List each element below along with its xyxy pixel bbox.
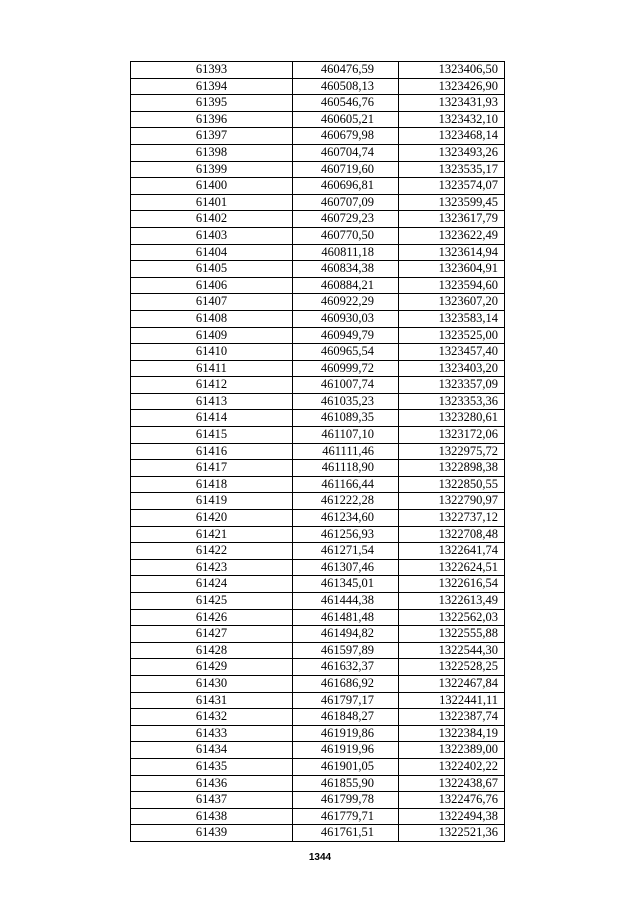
y-coordinate-cell: 1322402,22: [399, 758, 505, 775]
y-coordinate-cell: 1323468,14: [399, 128, 505, 145]
y-coordinate-cell: 1322438,67: [399, 775, 505, 792]
y-coordinate-cell: 1323535,17: [399, 161, 505, 178]
table-row: [131, 543, 505, 560]
y-coordinate-cell: 1322737,12: [399, 510, 505, 527]
x-coordinate-cell: 461307,46: [293, 559, 399, 576]
y-coordinate-cell: 1323280,61: [399, 410, 505, 427]
point-number-cell: 61393: [131, 62, 293, 79]
table-row: [131, 344, 505, 361]
point-number-cell: 61399: [131, 161, 293, 178]
y-coordinate-cell: 1323599,45: [399, 194, 505, 211]
y-coordinate-cell: 1323574,07: [399, 178, 505, 195]
x-coordinate-cell: 461166,44: [293, 476, 399, 493]
x-coordinate-cell: 461256,93: [293, 526, 399, 543]
point-number-cell: 61419: [131, 493, 293, 510]
x-coordinate-cell: 461901,05: [293, 758, 399, 775]
table-row: [131, 808, 505, 825]
x-coordinate-cell: 460605,21: [293, 111, 399, 128]
point-number-cell: 61416: [131, 443, 293, 460]
y-coordinate-cell: 1323493,26: [399, 144, 505, 161]
x-coordinate-cell: 461855,90: [293, 775, 399, 792]
x-coordinate-cell: 461089,35: [293, 410, 399, 427]
y-coordinate-cell: 1323622,49: [399, 227, 505, 244]
y-coordinate-cell: 1322555,88: [399, 626, 505, 643]
x-coordinate-cell: 461797,17: [293, 692, 399, 709]
table-row: [131, 825, 505, 842]
x-coordinate-cell: 460884,21: [293, 277, 399, 294]
table-row: [131, 709, 505, 726]
x-coordinate-cell: 460696,81: [293, 178, 399, 195]
point-number-cell: 61433: [131, 725, 293, 742]
x-coordinate-cell: 460546,76: [293, 95, 399, 112]
point-number-cell: 61425: [131, 593, 293, 610]
table-row: [131, 792, 505, 809]
point-number-cell: 61414: [131, 410, 293, 427]
point-number-cell: 61394: [131, 78, 293, 95]
x-coordinate-cell: 460922,29: [293, 294, 399, 311]
x-coordinate-cell: 461234,60: [293, 510, 399, 527]
y-coordinate-cell: 1322528,25: [399, 659, 505, 676]
y-coordinate-cell: 1322616,54: [399, 576, 505, 593]
table-row: [131, 626, 505, 643]
table-row: [131, 559, 505, 576]
table-row: [131, 758, 505, 775]
x-coordinate-cell: 460834,38: [293, 261, 399, 278]
x-coordinate-cell: 461118,90: [293, 460, 399, 477]
point-number-cell: 61407: [131, 294, 293, 311]
point-number-cell: 61424: [131, 576, 293, 593]
y-coordinate-cell: 1323594,60: [399, 277, 505, 294]
x-coordinate-cell: 460704,74: [293, 144, 399, 161]
x-coordinate-cell: 460508,13: [293, 78, 399, 95]
x-coordinate-cell: 460729,23: [293, 211, 399, 228]
point-number-cell: 61409: [131, 327, 293, 344]
table-row: [131, 593, 505, 610]
table-row: [131, 460, 505, 477]
table-row: [131, 377, 505, 394]
point-number-cell: 61436: [131, 775, 293, 792]
table-row: [131, 742, 505, 759]
table-row: [131, 775, 505, 792]
point-number-cell: 61431: [131, 692, 293, 709]
y-coordinate-cell: 1322975,72: [399, 443, 505, 460]
point-number-cell: 61404: [131, 244, 293, 261]
point-number-cell: 61410: [131, 344, 293, 361]
y-coordinate-cell: 1323353,36: [399, 393, 505, 410]
y-coordinate-cell: 1323432,10: [399, 111, 505, 128]
point-number-cell: 61406: [131, 277, 293, 294]
point-number-cell: 61429: [131, 659, 293, 676]
point-number-cell: 61434: [131, 742, 293, 759]
x-coordinate-cell: 461848,27: [293, 709, 399, 726]
table-row: [131, 327, 505, 344]
table-row: [131, 95, 505, 112]
table-row: [131, 310, 505, 327]
point-number-cell: 61400: [131, 178, 293, 195]
y-coordinate-cell: 1322384,19: [399, 725, 505, 742]
coordinates-table: [130, 61, 505, 842]
table-row: [131, 427, 505, 444]
table-row: [131, 510, 505, 527]
table-row: [131, 443, 505, 460]
y-coordinate-cell: 1323583,14: [399, 310, 505, 327]
page-number: 1344: [308, 852, 332, 863]
table-row: [131, 144, 505, 161]
y-coordinate-cell: 1322544,30: [399, 642, 505, 659]
table-row: [131, 194, 505, 211]
x-coordinate-cell: 460811,18: [293, 244, 399, 261]
y-coordinate-cell: 1322521,36: [399, 825, 505, 842]
y-coordinate-cell: 1322467,84: [399, 675, 505, 692]
point-number-cell: 61428: [131, 642, 293, 659]
y-coordinate-cell: 1322708,48: [399, 526, 505, 543]
y-coordinate-cell: 1323525,00: [399, 327, 505, 344]
y-coordinate-cell: 1322389,00: [399, 742, 505, 759]
x-coordinate-cell: 460999,72: [293, 360, 399, 377]
x-coordinate-cell: 461444,38: [293, 593, 399, 610]
x-coordinate-cell: 461799,78: [293, 792, 399, 809]
x-coordinate-cell: 461007,74: [293, 377, 399, 394]
table-row: [131, 360, 505, 377]
point-number-cell: 61427: [131, 626, 293, 643]
x-coordinate-cell: 461919,96: [293, 742, 399, 759]
point-number-cell: 61439: [131, 825, 293, 842]
table-row: [131, 725, 505, 742]
x-coordinate-cell: 461222,28: [293, 493, 399, 510]
y-coordinate-cell: 1323617,79: [399, 211, 505, 228]
x-coordinate-cell: 461686,92: [293, 675, 399, 692]
point-number-cell: 61438: [131, 808, 293, 825]
point-number-cell: 61426: [131, 609, 293, 626]
table-row: [131, 111, 505, 128]
table-row: [131, 675, 505, 692]
y-coordinate-cell: 1323457,40: [399, 344, 505, 361]
table-row: [131, 609, 505, 626]
y-coordinate-cell: 1323431,93: [399, 95, 505, 112]
point-number-cell: 61415: [131, 427, 293, 444]
x-coordinate-cell: 461107,10: [293, 427, 399, 444]
x-coordinate-cell: 461111,46: [293, 443, 399, 460]
x-coordinate-cell: 461761,51: [293, 825, 399, 842]
table-row: [131, 78, 505, 95]
x-coordinate-cell: 461632,37: [293, 659, 399, 676]
x-coordinate-cell: 460965,54: [293, 344, 399, 361]
point-number-cell: 61402: [131, 211, 293, 228]
point-number-cell: 61432: [131, 709, 293, 726]
table-row: [131, 244, 505, 261]
point-number-cell: 61405: [131, 261, 293, 278]
table-row: [131, 659, 505, 676]
x-coordinate-cell: 461481,48: [293, 609, 399, 626]
point-number-cell: 61418: [131, 476, 293, 493]
x-coordinate-cell: 461597,89: [293, 642, 399, 659]
x-coordinate-cell: 461035,23: [293, 393, 399, 410]
y-coordinate-cell: 1322624,51: [399, 559, 505, 576]
point-number-cell: 61398: [131, 144, 293, 161]
table-row: [131, 128, 505, 145]
point-number-cell: 61423: [131, 559, 293, 576]
x-coordinate-cell: 460770,50: [293, 227, 399, 244]
x-coordinate-cell: 460719,60: [293, 161, 399, 178]
table-row: [131, 692, 505, 709]
y-coordinate-cell: 1322898,38: [399, 460, 505, 477]
table-row: [131, 261, 505, 278]
table-row: [131, 211, 505, 228]
point-number-cell: 61422: [131, 543, 293, 560]
y-coordinate-cell: 1322494,38: [399, 808, 505, 825]
table-row: [131, 227, 505, 244]
y-coordinate-cell: 1322387,74: [399, 709, 505, 726]
table-row: [131, 294, 505, 311]
x-coordinate-cell: 460476,59: [293, 62, 399, 79]
y-coordinate-cell: 1323172,06: [399, 427, 505, 444]
y-coordinate-cell: 1322613,49: [399, 593, 505, 610]
x-coordinate-cell: 461779,71: [293, 808, 399, 825]
y-coordinate-cell: 1323604,91: [399, 261, 505, 278]
table-row: [131, 161, 505, 178]
table-row: [131, 178, 505, 195]
point-number-cell: 61395: [131, 95, 293, 112]
point-number-cell: 61412: [131, 377, 293, 394]
table-row: [131, 526, 505, 543]
coordinates-table-body: [131, 62, 505, 842]
y-coordinate-cell: 1322790,97: [399, 493, 505, 510]
point-number-cell: 61411: [131, 360, 293, 377]
table-row: [131, 576, 505, 593]
point-number-cell: 61420: [131, 510, 293, 527]
y-coordinate-cell: 1322562,03: [399, 609, 505, 626]
x-coordinate-cell: 460679,98: [293, 128, 399, 145]
y-coordinate-cell: 1323607,20: [399, 294, 505, 311]
x-coordinate-cell: 460930,03: [293, 310, 399, 327]
y-coordinate-cell: 1322641,74: [399, 543, 505, 560]
point-number-cell: 61430: [131, 675, 293, 692]
y-coordinate-cell: 1323357,09: [399, 377, 505, 394]
y-coordinate-cell: 1323426,90: [399, 78, 505, 95]
point-number-cell: 61408: [131, 310, 293, 327]
point-number-cell: 61396: [131, 111, 293, 128]
table-row: [131, 393, 505, 410]
x-coordinate-cell: 460707,09: [293, 194, 399, 211]
y-coordinate-cell: 1322850,55: [399, 476, 505, 493]
y-coordinate-cell: 1323403,20: [399, 360, 505, 377]
x-coordinate-cell: 461271,54: [293, 543, 399, 560]
x-coordinate-cell: 460949,79: [293, 327, 399, 344]
point-number-cell: 61397: [131, 128, 293, 145]
table-row: [131, 642, 505, 659]
table-row: [131, 62, 505, 79]
x-coordinate-cell: 461919,86: [293, 725, 399, 742]
y-coordinate-cell: 1322441,11: [399, 692, 505, 709]
point-number-cell: 61401: [131, 194, 293, 211]
y-coordinate-cell: 1323406,50: [399, 62, 505, 79]
y-coordinate-cell: 1323614,94: [399, 244, 505, 261]
point-number-cell: 61435: [131, 758, 293, 775]
point-number-cell: 61417: [131, 460, 293, 477]
point-number-cell: 61421: [131, 526, 293, 543]
table-row: [131, 410, 505, 427]
point-number-cell: 61403: [131, 227, 293, 244]
table-row: [131, 493, 505, 510]
x-coordinate-cell: 461494,82: [293, 626, 399, 643]
x-coordinate-cell: 461345,01: [293, 576, 399, 593]
point-number-cell: 61413: [131, 393, 293, 410]
y-coordinate-cell: 1322476,76: [399, 792, 505, 809]
table-row: [131, 476, 505, 493]
table-row: [131, 277, 505, 294]
point-number-cell: 61437: [131, 792, 293, 809]
